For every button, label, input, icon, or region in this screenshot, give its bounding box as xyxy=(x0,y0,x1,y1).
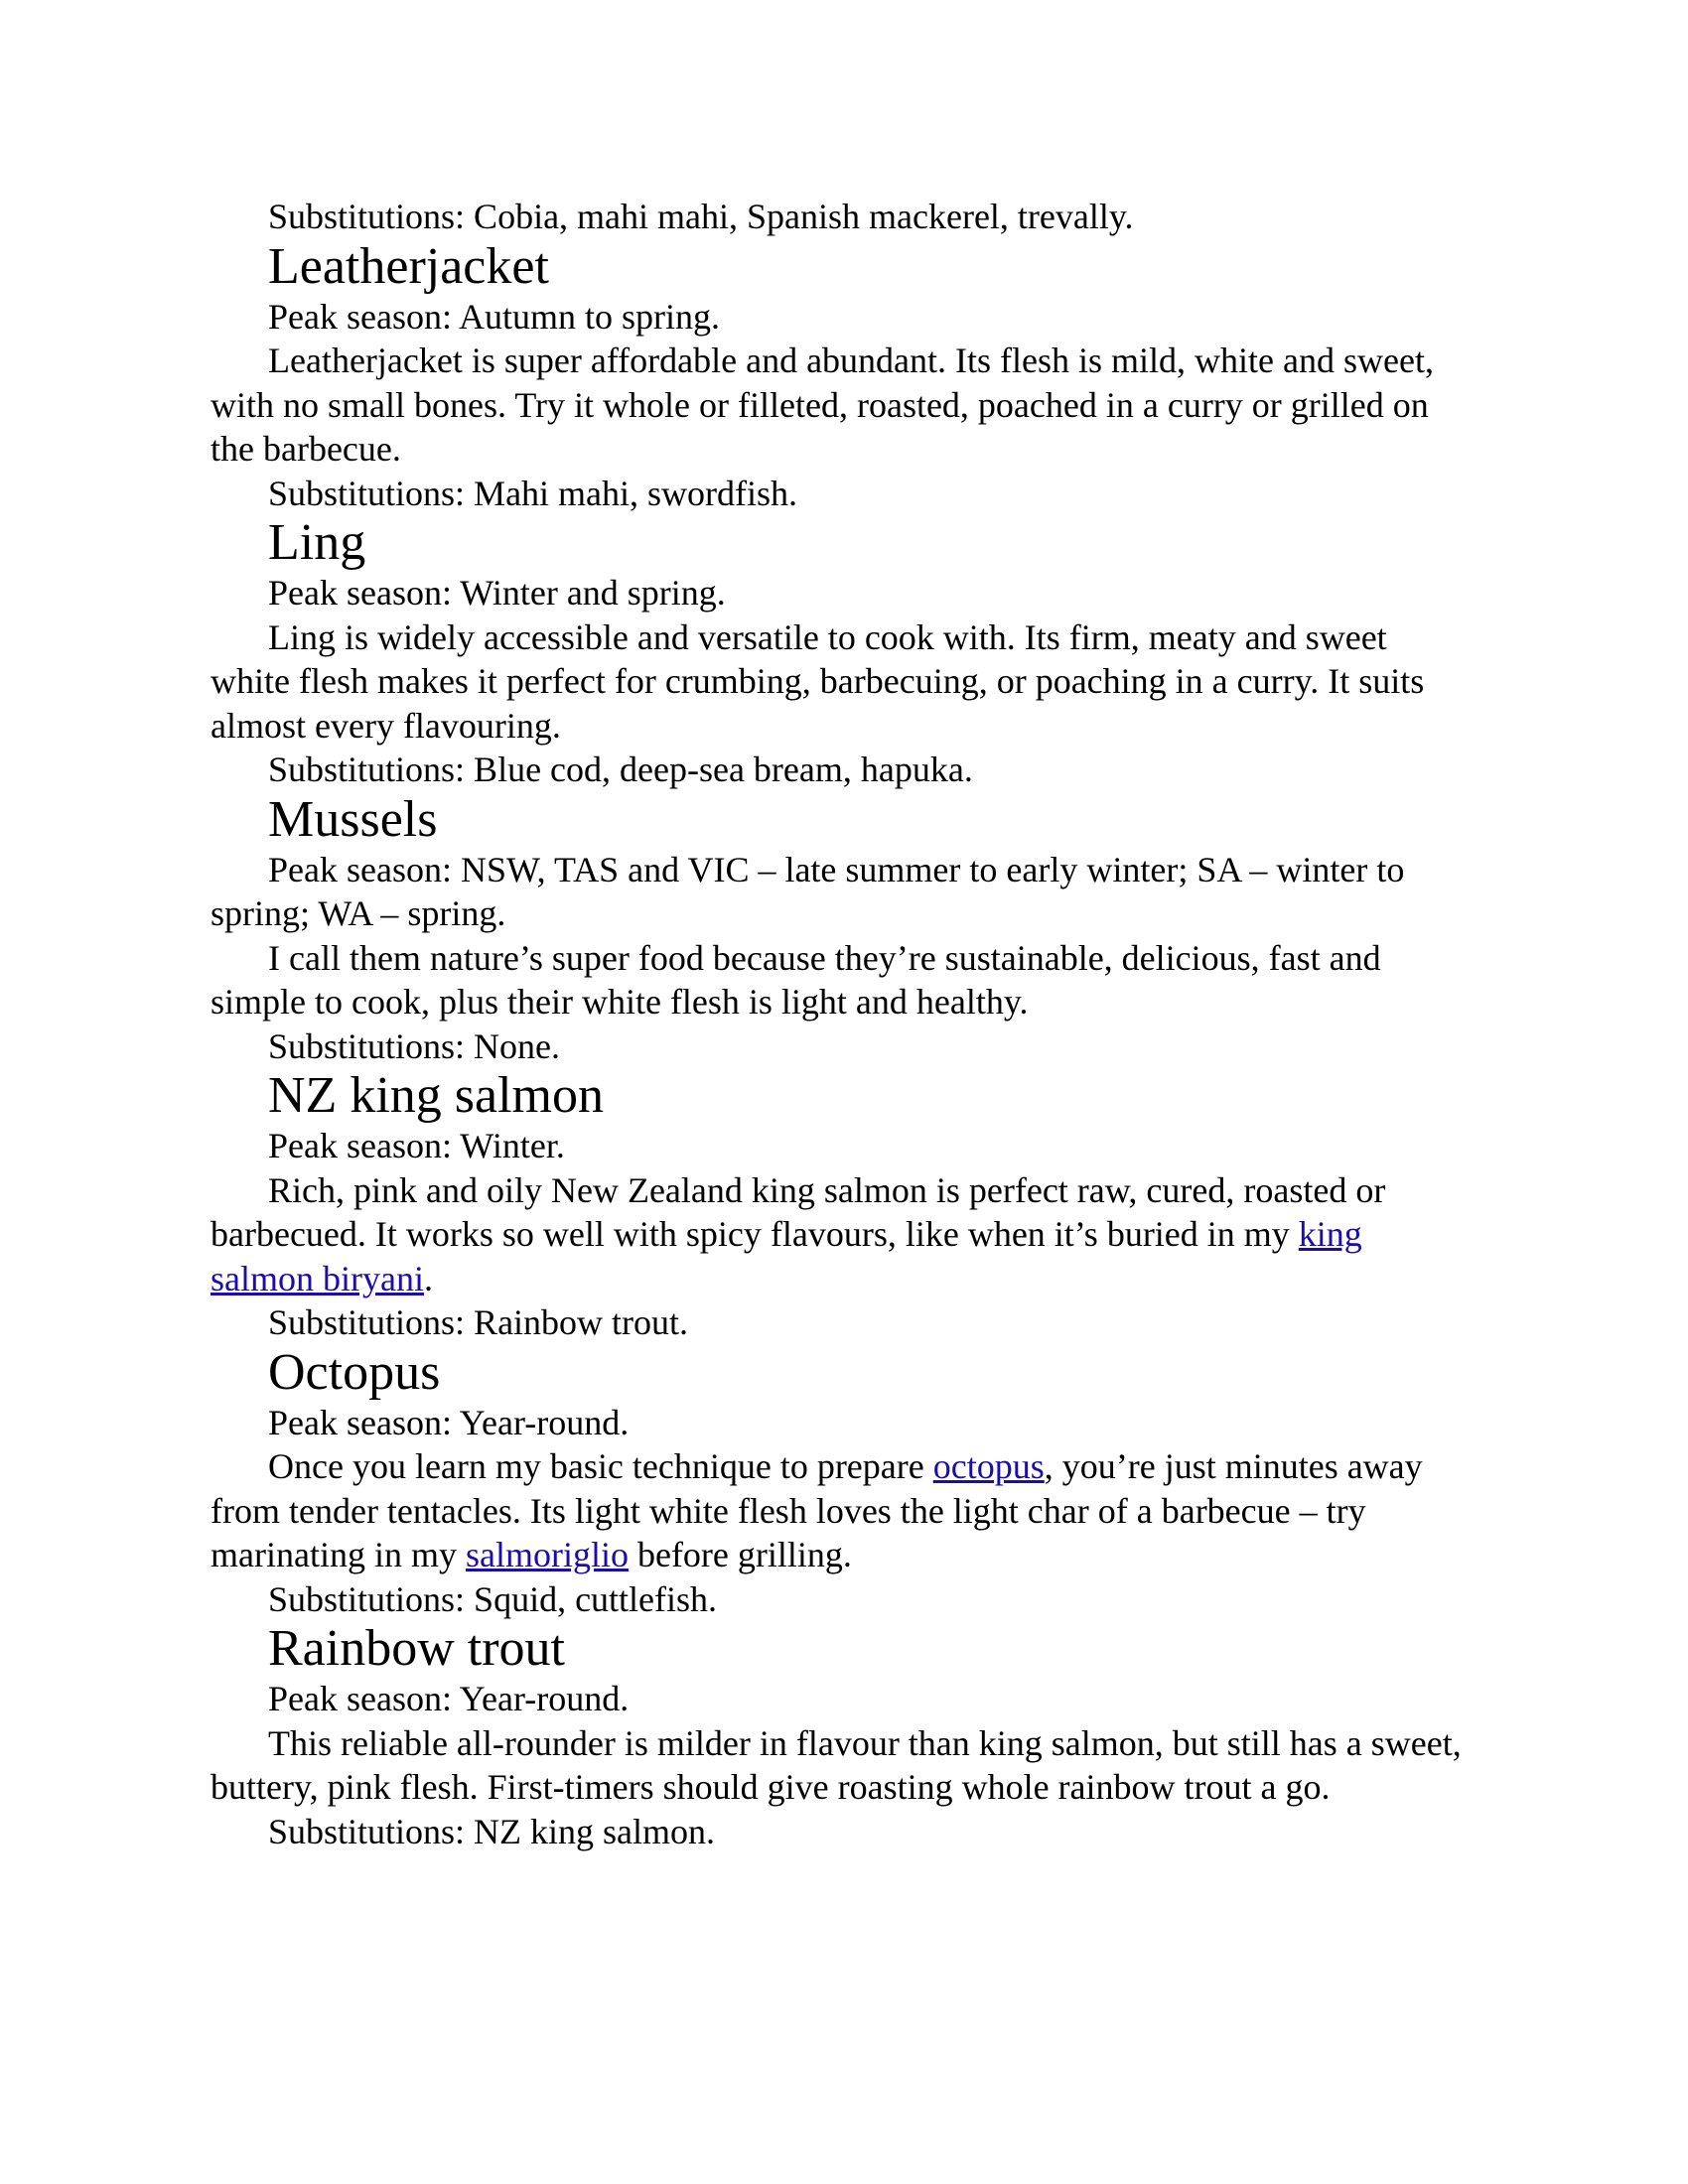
peak-season-text: Peak season: Winter. xyxy=(268,1126,565,1165)
description-text-part: before grilling. xyxy=(628,1535,852,1574)
section-nz-king-salmon xyxy=(211,1068,1474,1345)
substitutions-text: Substitutions: Cobia, mahi mahi, Spanish mackerel, trevally. xyxy=(268,197,1134,236)
description-text: This reliable all-rounder is milder in flavour than king salmon, but still has a sweet, buttery, pink flesh. First-timers should give roasting whole rainbow trout a go. xyxy=(211,1722,1462,1807)
octopus-link[interactable]: octopus xyxy=(932,1446,1045,1486)
section-rainbow-trout xyxy=(211,1621,1474,1853)
king-salmon-biryani-link[interactable]: king salmon biryani xyxy=(211,1214,1362,1298)
section-leatherjacket xyxy=(211,239,1474,516)
substitutions-text: Substitutions: None. xyxy=(268,1025,561,1066)
substitutions-text: Substitutions: Rainbow trout. xyxy=(268,1302,689,1342)
section-heading: Octopus xyxy=(268,1343,441,1401)
description-text-part: Once you learn my basic technique to prepare xyxy=(268,1446,933,1486)
salmoriglio-link[interactable]: salmoriglio xyxy=(465,1535,629,1574)
description-text xyxy=(211,1444,1474,1577)
peak-season-text: Peak season: Autumn to spring. xyxy=(268,296,720,337)
substitutions-text: Substitutions: Squid, cuttlefish. xyxy=(268,1578,718,1619)
section-heading: Leatherjacket xyxy=(268,237,549,295)
peak-season-text: Peak season: NSW, TAS and VIC – late summer to early winter; SA – winter to spring; WA – spring. xyxy=(211,849,1405,933)
document-page xyxy=(211,195,1474,1853)
description-text: Leatherjacket is super affordable and abundant. Its flesh is mild, white and sweet, with no small bones. Try it whole or filleted, roasted, poached in a curry or grilled on the barbecue. xyxy=(211,341,1434,469)
substitutions-text: Substitutions: Mahi mahi, swordfish. xyxy=(268,473,798,513)
section-octopus xyxy=(211,1345,1474,1622)
description-text-part: Rich, pink and oily New Zealand king salmon is perfect raw, cured, roasted or barbecued. It works so well with spicy flavours, like when it’s buried in my xyxy=(211,1169,1386,1254)
description-text-part: . xyxy=(423,1258,433,1298)
section-heading: Ling xyxy=(268,514,366,571)
peak-season-text: Peak season: Year-round. xyxy=(268,1679,630,1718)
description-text: Ling is widely accessible and versatile to cook with. Its firm, meaty and sweet white flesh makes it perfect for crumbing, barbecuing, or poaching in a curry. It suits almost every flavouring. xyxy=(211,616,1425,746)
section-ling xyxy=(211,515,1474,792)
section-heading: Mussels xyxy=(268,790,438,848)
peak-season-text: Peak season: Winter and spring. xyxy=(268,573,726,613)
section-mussels xyxy=(211,792,1474,1069)
section-heading: Rainbow trout xyxy=(268,1620,565,1677)
section-heading: NZ king salmon xyxy=(268,1067,604,1124)
substitutions-text: Substitutions: NZ king salmon. xyxy=(268,1811,716,1851)
description-text-part: , you’re just minutes away from tender tentacles. Its light white flesh loves the light char of a barbecue – try marinating in my xyxy=(211,1446,1423,1574)
description-text xyxy=(211,1168,1474,1301)
substitutions-text: Substitutions: Blue cod, deep-sea bream, hapuka. xyxy=(268,750,973,789)
peak-season-text: Peak season: Year-round. xyxy=(268,1402,630,1442)
description-text: I call them nature’s super food because they’re sustainable, delicious, fast and simple to cook, plus their white flesh is light and healthy. xyxy=(211,937,1381,1022)
